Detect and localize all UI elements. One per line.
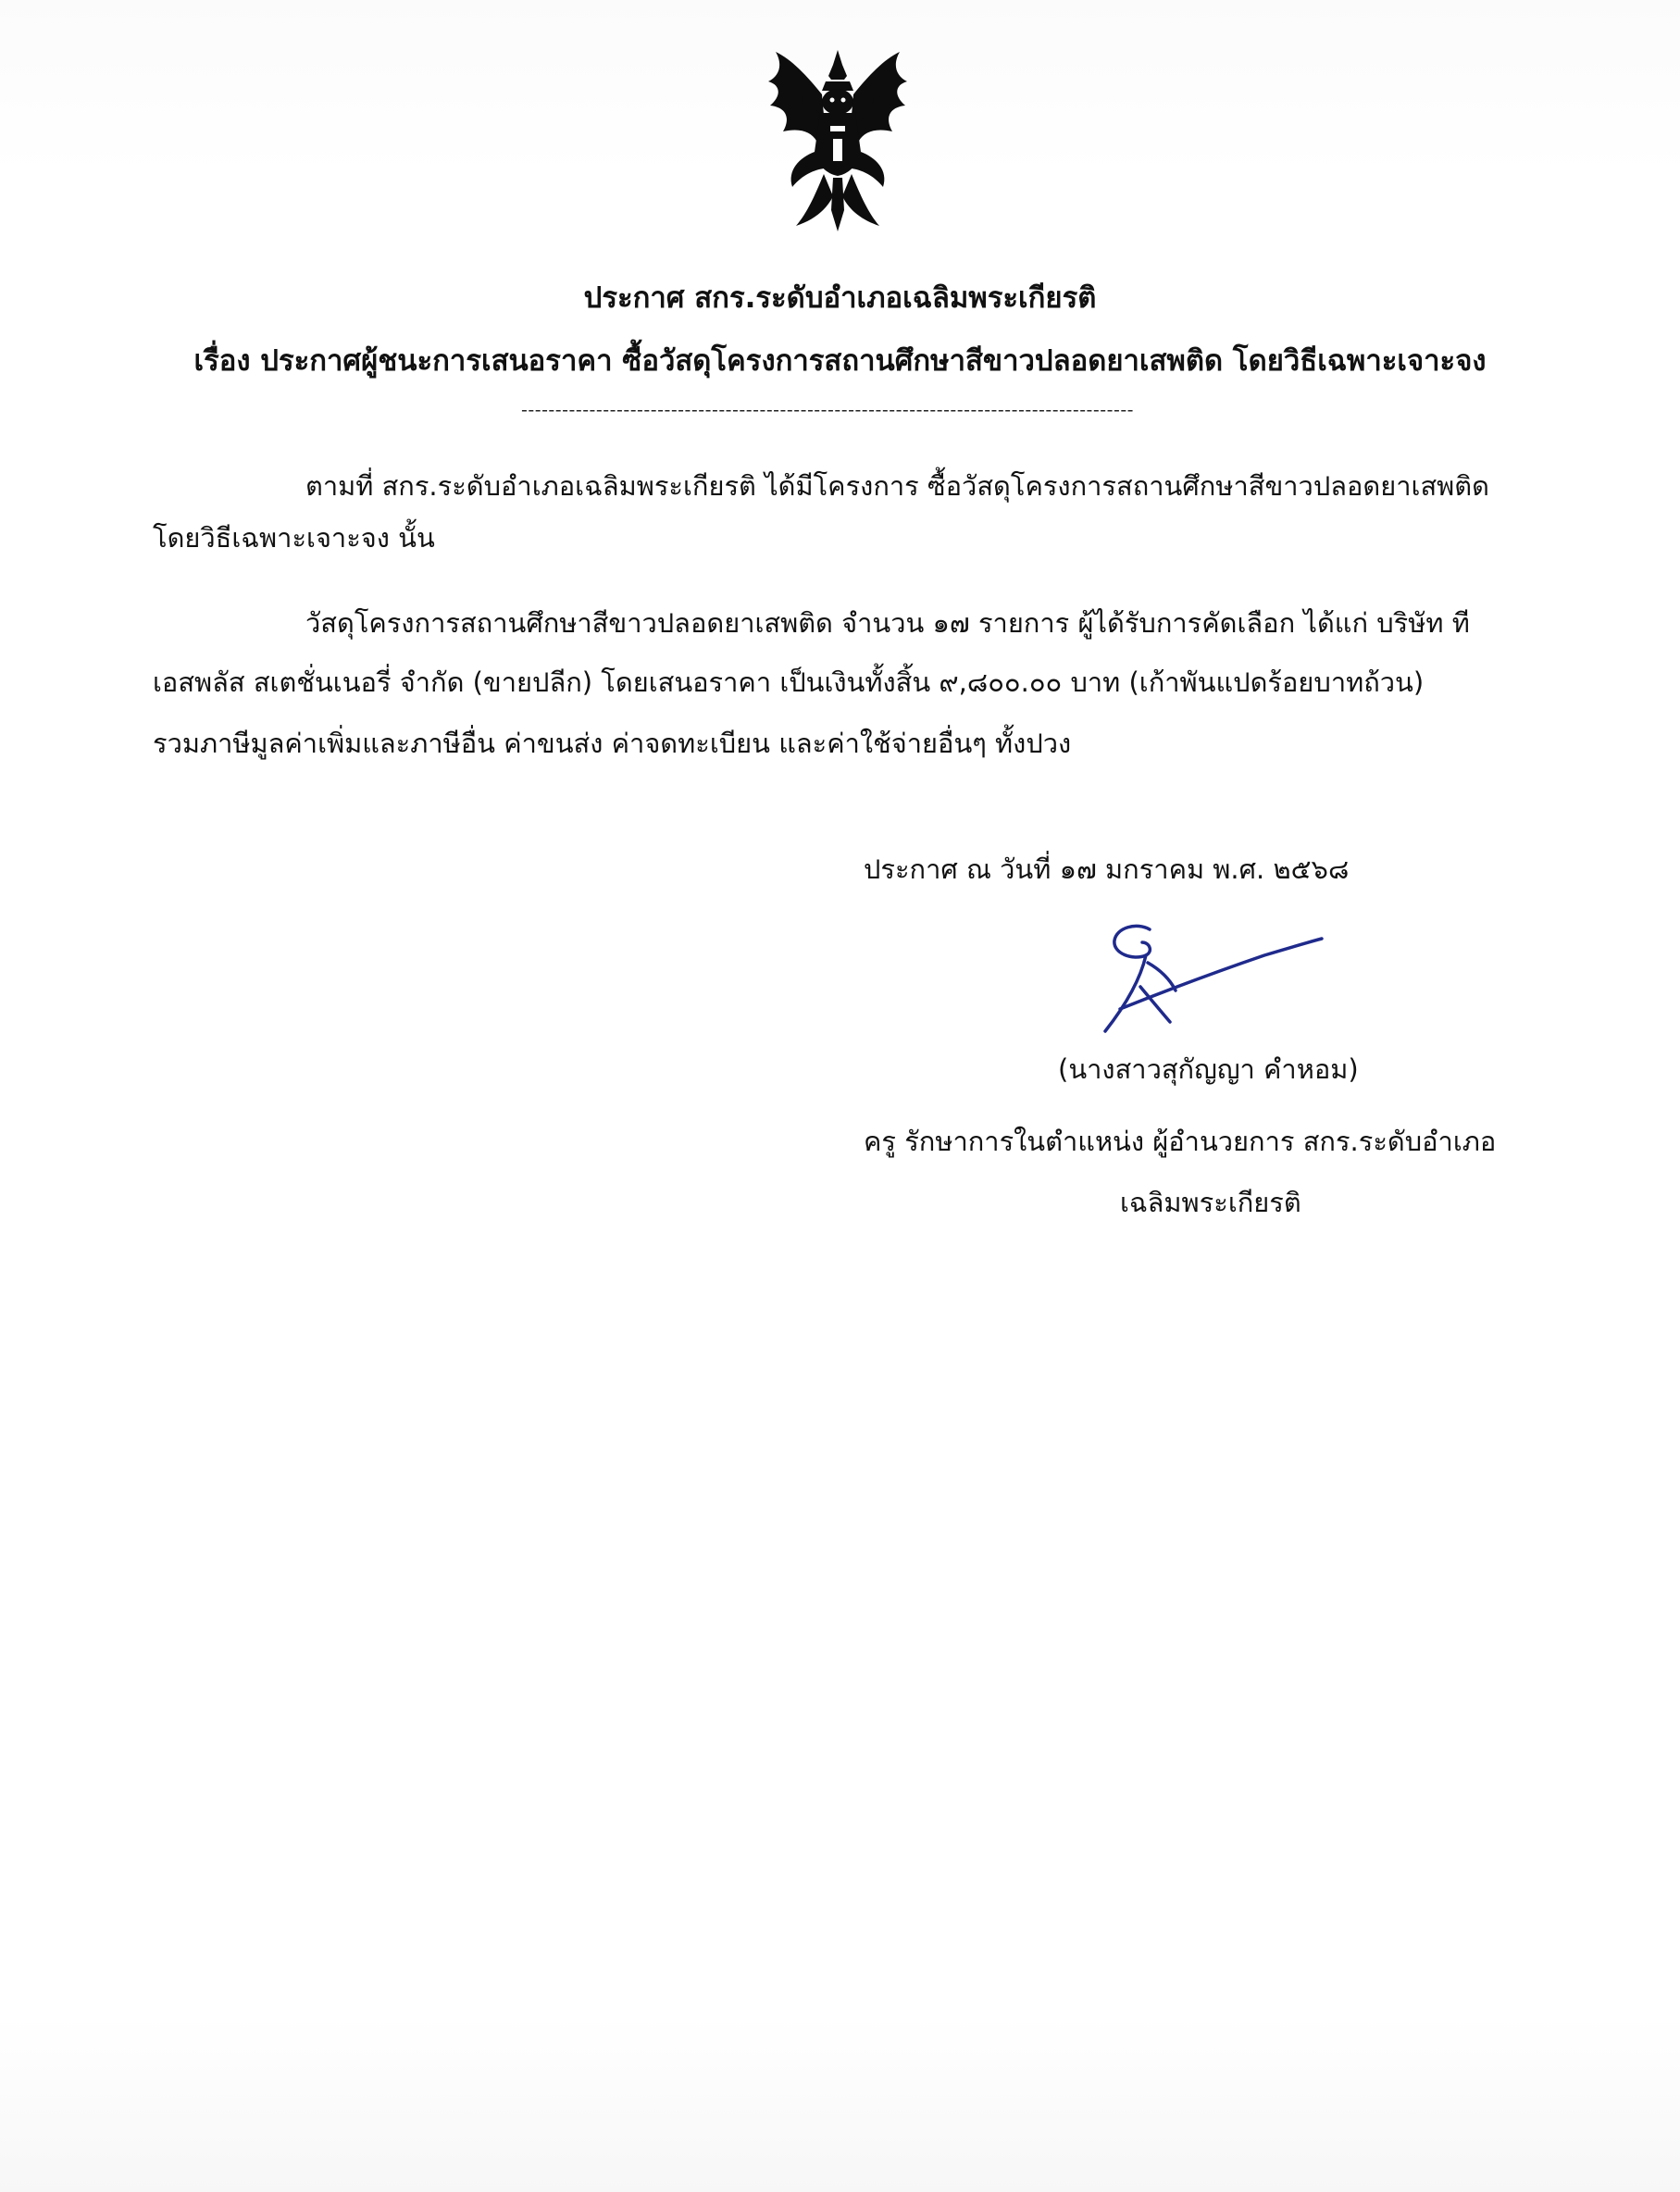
paragraph-2-line-2: เอสพลัส สเตชั่นเนอรี่ จำกัด (ขายปลีก) โดยเสนอราคา เป็นเงินทั้งสิ้น ๙,๘๐๐.๐๐ บาท (เก้าพันแปดร้อยบาทถ้วน) <box>153 666 1425 698</box>
title-divider: ------------------------------------------------------------------------------------------ <box>521 400 1135 420</box>
garuda-emblem-icon <box>759 48 916 238</box>
signatory-position-line-1: ครู รักษาการในตำแหน่ง ผู้อำนวยการ สกร.ระดับอำเภอ <box>864 1126 1497 1157</box>
paragraph-2-line-1: วัสดุโครงการสถานศึกษาสีขาวปลอดยาเสพติด จำนวน ๑๗ รายการ ผู้ได้รับการคัดเลือก ได้แก่ บริษัท ที <box>305 607 1470 639</box>
announcement-subject: เรื่อง ประกาศผู้ชนะการเสนอราคา ซื้อวัสดุโครงการสถานศึกษาสีขาวปลอดยาเสพติด โดยวิธีเฉพาะเจาะจง <box>193 344 1487 378</box>
signatory-position-line-2: เฉลิมพระเกียรติ <box>1120 1187 1301 1218</box>
paragraph-1-line-2: โดยวิธีเฉพาะเจาะจง นั้น <box>153 522 435 554</box>
announcement-title: ประกาศ สกร.ระดับอำเภอเฉลิมพระเกียรติ <box>583 281 1097 315</box>
announcement-date: ประกาศ ณ วันที่ ๑๗ มกราคม พ.ศ. ๒๕๖๘ <box>864 853 1350 885</box>
paragraph-1-line-1: ตามที่ สกร.ระดับอำเภอเฉลิมพระเกียรติ ได้มีโครงการ ซื้อวัสดุโครงการสถานศึกษาสีขาวปลอดยาเสพติด <box>305 470 1489 502</box>
paragraph-2-line-3: รวมภาษีมูลค่าเพิ่มและภาษีอื่น ค่าขนส่ง ค่าจดทะเบียน และค่าใช้จ่ายอื่นๆ ทั้งปวง <box>153 728 1072 759</box>
handwritten-signature-icon <box>1092 913 1333 1042</box>
signatory-name: (นางสาวสุกัญญา คำหอม) <box>1058 1053 1359 1085</box>
